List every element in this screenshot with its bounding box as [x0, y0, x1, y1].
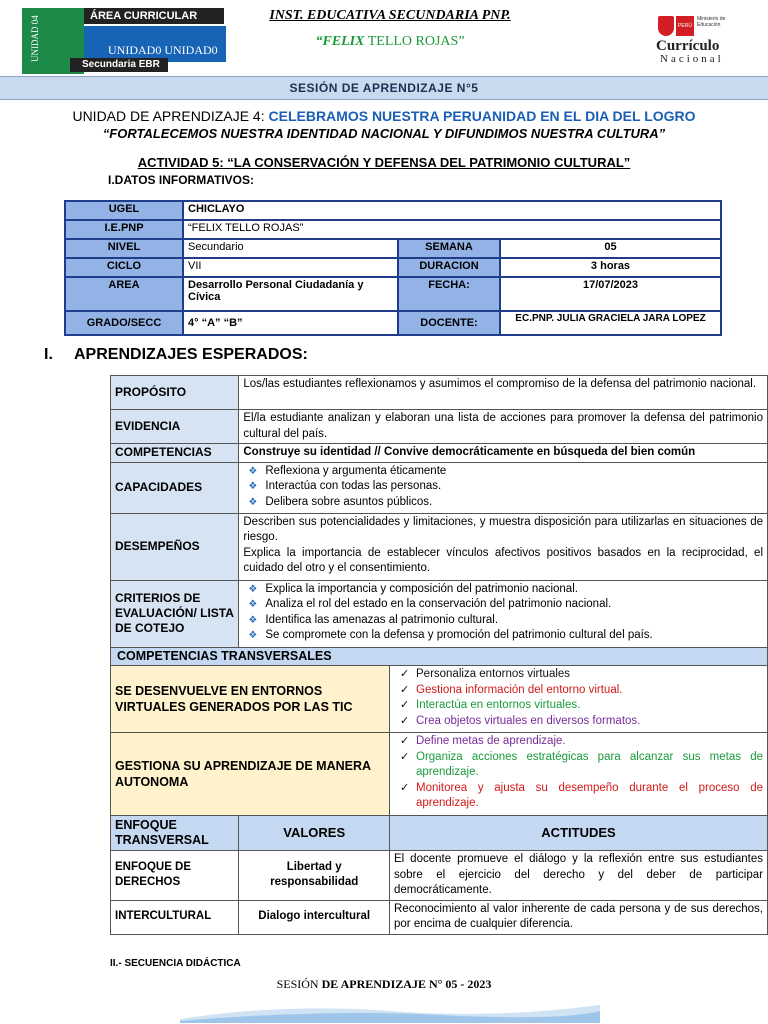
- peru-logo: PERÚ: [676, 16, 694, 36]
- diamond-bullet-icon: ❖: [248, 614, 258, 626]
- docente-value: EC.PNP. JULIA GRACIELA JARA LOPEZ: [500, 311, 721, 335]
- gestiona-list: [390, 733, 768, 816]
- footer-rest: DE APRENDIZAJE N° 05 - 2023: [318, 977, 492, 991]
- criterios-list: [239, 580, 768, 647]
- nacional-logo: Nacional: [660, 53, 724, 65]
- school-title: INST. EDUCATIVA SECUNDARIA PNP.: [269, 8, 511, 23]
- tic-label: SE DESENVUELVE EN ENTORNOS VIRTUALES GENERADOS POR LAS TIC: [111, 666, 390, 733]
- intercultural-actitud: Reconocimiento al valor inherente de cada persona y de sus derechos, por encima de cualquier diferencia.: [390, 900, 768, 934]
- unidad-prefix: UNIDAD DE APRENDIZAJE 4:: [72, 108, 269, 124]
- list-item: [400, 781, 763, 812]
- aprendizajes-table: [110, 375, 768, 935]
- banner-unidad: [84, 26, 226, 62]
- check-icon: ✓: [400, 668, 410, 680]
- grado-label: GRADO/SECC: [65, 311, 183, 335]
- criterio-text: Se compromete con la defensa y promoción del patrimonio cultural del país.: [265, 629, 653, 641]
- ie-value: “FELIX TELLO ROJAS”: [183, 220, 721, 239]
- ie-label: I.E.PNP: [65, 220, 183, 239]
- school-name-italic: “FELIX: [315, 34, 365, 49]
- nivel-label: NIVEL: [65, 239, 183, 258]
- derechos-actitud: El docente promueve el diálogo y la reflexión entre sus estudiantes sobre el ejercicio del derecho y del deber de participar democráticamente.: [390, 851, 768, 901]
- duracion-label: DURACION: [398, 258, 500, 277]
- capacidad-text: Delibera sobre asuntos públicos.: [265, 495, 433, 508]
- proposito-label: PROPÓSITO: [111, 376, 239, 410]
- desempenos-value: [239, 513, 768, 580]
- capacidad-text: Interactúa con todas las personas.: [265, 480, 442, 492]
- banner-nivel: Secundaria EBR: [70, 58, 168, 72]
- area-label: AREA: [65, 277, 183, 311]
- desempeno-1: Describen sus potencialidades y limitaciones, y muestra disposición para utilizarlas en situaciones de riesgo.: [243, 515, 763, 543]
- tic-text: Interactúa en entornos virtuales.: [416, 699, 581, 711]
- competencias-label: COMPETENCIAS: [111, 444, 239, 463]
- evidencia-label: EVIDENCIA: [111, 410, 239, 444]
- duracion-value: 3 horas: [500, 258, 721, 277]
- fecha-label: FECHA:: [398, 277, 500, 311]
- nivel-value: Secundario: [183, 239, 398, 258]
- semana-label: SEMANA: [398, 239, 500, 258]
- sesion-title-bar: SESIÓN DE APRENDIZAJE N°5: [0, 76, 768, 100]
- area-value: Desarrollo Personal Ciudadanía y Cívica: [183, 277, 398, 311]
- fecha-value: 17/07/2023: [500, 277, 721, 311]
- list-item: [248, 597, 763, 613]
- actitudes-header: ACTITUDES: [390, 816, 768, 851]
- list-item: [400, 698, 763, 714]
- list-item: [400, 667, 763, 683]
- diamond-bullet-icon: ❖: [248, 481, 258, 492]
- unidad-heading: [0, 108, 768, 124]
- capacidades-list: [239, 462, 768, 513]
- list-item: [248, 495, 763, 511]
- datos-heading: I.DATOS INFORMATIVOS:: [108, 173, 254, 187]
- gestiona-text: Organiza acciones estratégicas para alcanzar sus metas de aprendizaje.: [416, 750, 763, 778]
- diamond-bullet-icon: ❖: [248, 599, 258, 610]
- competencias-transversales-heading: COMPETENCIAS TRANSVERSALES: [111, 647, 768, 666]
- gestiona-text: Define metas de aprendizaje.: [416, 735, 566, 747]
- ministerio-label: Ministerio de Educación: [697, 16, 726, 28]
- criterio-text: Explica la importancia y composición del patrimonio nacional.: [265, 582, 578, 595]
- diamond-bullet-icon: ❖: [248, 583, 258, 595]
- list-item: [248, 464, 763, 480]
- derechos-label: ENFOQUE DE DERECHOS: [111, 851, 239, 901]
- ugel-label: UGEL: [65, 201, 183, 220]
- grado-value: 4° “A” “B”: [183, 311, 398, 335]
- criterios-label: CRITERIOS DE EVALUACIÓN/ LISTA DE COTEJO: [111, 580, 239, 647]
- school-name: [240, 34, 540, 50]
- tic-list: [390, 666, 768, 733]
- ciclo-value: VII: [183, 258, 398, 277]
- intercultural-label: INTERCULTURAL: [111, 900, 239, 934]
- list-item: [400, 750, 763, 781]
- actividad-title: [0, 155, 768, 170]
- datos-table: [64, 200, 722, 336]
- tic-text: Gestiona información del entorno virtual.: [416, 683, 623, 696]
- aprendizajes-num: I.: [44, 346, 53, 363]
- gestiona-label: GESTIONA SU APRENDIZAJE DE MANERA AUTONOMA: [111, 733, 390, 816]
- footer-prefix: SESIÓN: [276, 977, 319, 991]
- check-icon: ✓: [400, 735, 410, 747]
- banner-area: ÁREA CURRICULAR: [84, 8, 224, 24]
- list-item: [248, 479, 763, 495]
- list-item: [400, 734, 763, 750]
- curriculo-logo: Currículo: [656, 38, 720, 54]
- tic-text: Crea objetos virtuales en diversos formatos.: [416, 714, 641, 727]
- gestiona-text: Monitorea y ajusta su desempeño durante el proceso de aprendizaje.: [416, 781, 763, 809]
- unidad-highlight: CELEBRAMOS NUESTRA PERUANIDAD EN EL DIA DEL LOGRO: [268, 108, 696, 124]
- enfoque-header: ENFOQUE TRANSVERSAL: [111, 816, 239, 851]
- actividad-text: ACTIVIDAD 5: “LA CONSERVACIÓN Y DEFENSA DEL PATRIMONIO CULTURAL”: [137, 155, 631, 170]
- desempenos-label: DESEMPEÑOS: [111, 513, 239, 580]
- list-item: [400, 714, 763, 730]
- ciclo-label: CICLO: [65, 258, 183, 277]
- ugel-value: CHICLAYO: [183, 201, 721, 220]
- list-item: [248, 628, 763, 644]
- peru-shield-icon: [658, 16, 674, 36]
- desempeno-2: Explica la importancia de establecer vínculos afectivos positivos basados en la reciprocidad, el cuidado del otro y el consentimiento.: [243, 546, 763, 574]
- criterio-text: Analiza el rol del estado en la conservación del patrimonio nacional.: [265, 598, 612, 610]
- banner-unidad-text: UNIDAD0 UNIDAD0: [108, 43, 218, 57]
- footer-wave-decoration: [180, 995, 600, 1023]
- docente-label: DOCENTE:: [398, 311, 500, 335]
- check-icon: ✓: [400, 683, 410, 696]
- valores-header: VALORES: [239, 816, 390, 851]
- lema: “FORTALECEMOS NUESTRA IDENTIDAD NACIONAL Y DIFUNDIMOS NUESTRA CULTURA”: [102, 126, 666, 141]
- capacidad-text: Reflexiona y argumenta éticamente: [265, 464, 447, 477]
- criterio-text: Identifica las amenazas al patrimonio cultural.: [265, 613, 499, 626]
- proposito-value: Los/las estudiantes reflexionamos y asumimos el compromiso de la defensa del patrimonio nacional.: [239, 376, 768, 410]
- diamond-bullet-icon: ❖: [248, 496, 258, 508]
- list-item: [400, 683, 763, 699]
- aprendizajes-title: APRENDIZAJES ESPERADOS:: [74, 346, 308, 363]
- diamond-bullet-icon: ❖: [248, 465, 258, 477]
- check-icon: ✓: [400, 699, 410, 711]
- check-icon: ✓: [400, 714, 410, 727]
- list-item: [248, 613, 763, 629]
- evidencia-value: El/la estudiante analizan y elaboran una lista de acciones para promover la defensa del patrimonio cultural del país.: [239, 410, 768, 444]
- check-icon: ✓: [400, 781, 410, 794]
- banner-unidad-label: UNIDAD 04: [30, 15, 40, 63]
- aprendizajes-heading: [44, 346, 308, 364]
- tic-text: Personaliza entornos virtuales: [416, 668, 571, 680]
- semana-value: 05: [500, 239, 721, 258]
- derechos-valor: Libertad y responsabilidad: [239, 851, 390, 901]
- capacidades-label: CAPACIDADES: [111, 462, 239, 513]
- secuencia-heading: II.- SECUENCIA DIDÁCTICA: [110, 958, 241, 969]
- school-name-rest: TELLO ROJAS”: [364, 34, 465, 49]
- list-item: [248, 582, 763, 598]
- competencias-value: Construye su identidad // Convive democráticamente en búsqueda del bien común: [239, 444, 768, 463]
- check-icon: ✓: [400, 750, 410, 763]
- intercultural-valor: Dialogo intercultural: [239, 900, 390, 934]
- footer: [0, 977, 768, 992]
- diamond-bullet-icon: ❖: [248, 630, 258, 641]
